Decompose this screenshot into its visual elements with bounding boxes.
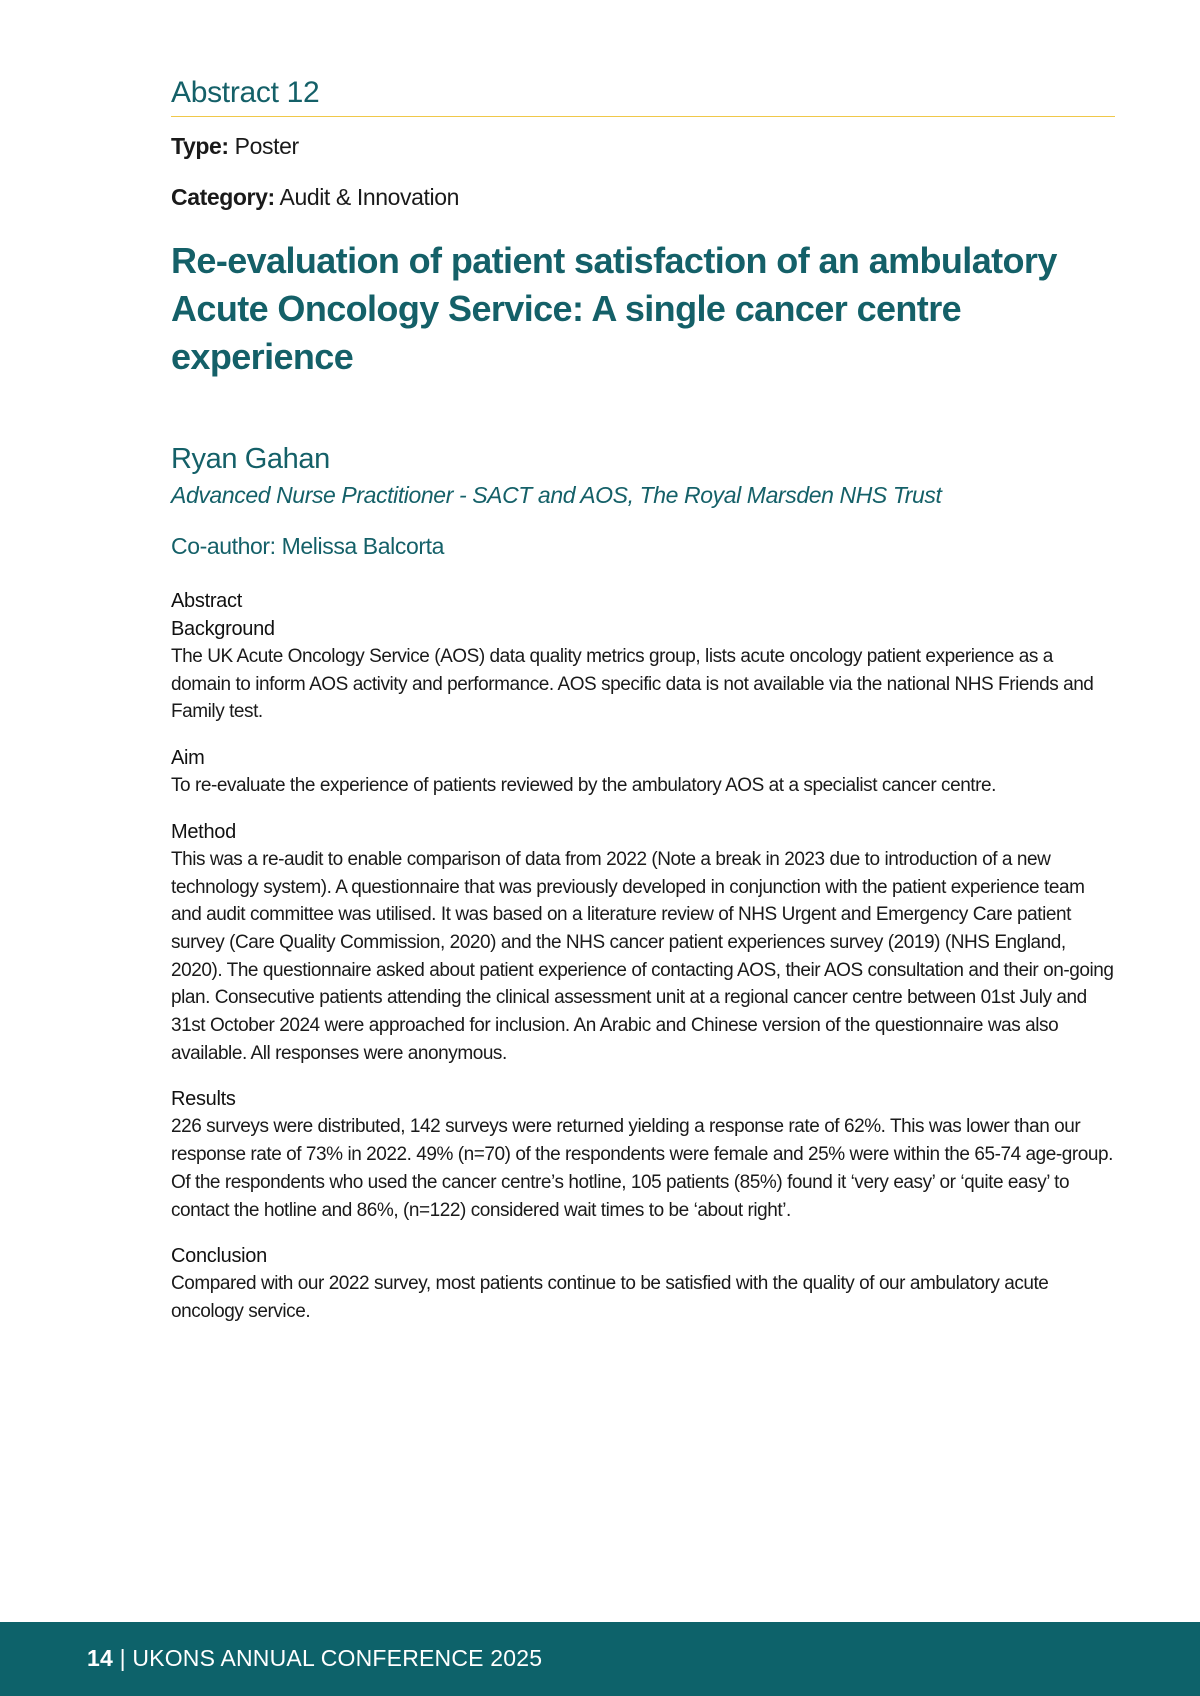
section-results <box>171 1085 1115 1224</box>
abstract-content <box>171 76 1115 1326</box>
abstract-heading: Abstract <box>171 590 242 612</box>
category-line <box>171 184 1115 211</box>
type-value: Poster <box>234 133 299 159</box>
category-label: Category: <box>171 184 275 210</box>
category-value: Audit & Innovation <box>279 184 459 210</box>
section-title: Method <box>171 820 236 843</box>
section-title: Conclusion <box>171 1245 267 1268</box>
page-number: 14 <box>87 1645 113 1671</box>
author-name: Ryan Gahan <box>171 443 330 475</box>
section-body: To re-evaluate the experience of patients reviewed by the ambulatory AOS at a specialist cancer centre. <box>171 775 996 797</box>
author-role: Advanced Nurse Practitioner - SACT and AOS, The Royal Marsden NHS Trust <box>171 482 942 508</box>
section-title: Aim <box>171 747 205 770</box>
abstract-number: Abstract 12 <box>171 76 1115 117</box>
section-aim <box>171 744 1115 800</box>
type-line <box>171 133 1115 160</box>
footer-separator: | <box>112 1645 133 1671</box>
type-label: Type: <box>171 133 229 159</box>
conference-name: UKONS ANNUAL CONFERENCE 2025 <box>132 1645 543 1671</box>
section-body: This was a re-audit to enable comparison of data from 2022 (Note a break in 2023 due to introduction of a new technology system). A questionnaire that was previously developed in conjunction with the patient experience team and audit committee was utilised. It was based on a literature review of NHS Urgent and Emergency Care patient survey (Care Quality Commission, 2020) and the NHS cancer patient experiences survey (2019) (NHS England, 2020). The questionnaire asked about patient experience of contacting AOS, their AOS consultation and their on-going plan. Consecutive patients attending the clinical assessment unit at a regional cancer centre between 01st July and 31st October 2024 were approached for inclusion. An Arabic and Chinese version of the questionnaire was also available. All responses were anonymous. <box>171 848 1114 1064</box>
section-method <box>171 818 1115 1068</box>
section-title: Results <box>171 1088 236 1111</box>
section-body: Compared with our 2022 survey, most patients continue to be satisfied with the quality of our ambulatory acute oncology service. <box>171 1273 1049 1322</box>
section-background <box>171 615 1115 726</box>
footer-text <box>87 1645 542 1672</box>
abstract-title: Re-evaluation of patient satisfaction of an ambulatory Acute Oncology Service: A single cancer centre experience <box>171 240 1057 377</box>
section-conclusion <box>171 1242 1115 1325</box>
section-title: Background <box>171 618 275 640</box>
section-body: The UK Acute Oncology Service (AOS) data quality metrics group, lists acute oncology patient experience as a domain to inform AOS activity and performance. AOS specific data is not available via the national NHS Friends and Family test. <box>171 646 1094 723</box>
coauthor: Co-author: Melissa Balcorta <box>171 533 444 559</box>
section-body: 226 surveys were distributed, 142 surveys were returned yielding a response rate of 62%. This was lower than our response rate of 73% in 2022. 49% (n=70) of the respondents were female and 25% were within the 65-74 age-group. Of the respondents who used the cancer centre’s hotline, 105 patients (85%) found it ‘very easy’ or ‘quite easy’ to contact the hotline and 86%, (n=122) considered wait times to be ‘about right’. <box>171 1116 1113 1221</box>
footer-band <box>0 1622 1200 1696</box>
